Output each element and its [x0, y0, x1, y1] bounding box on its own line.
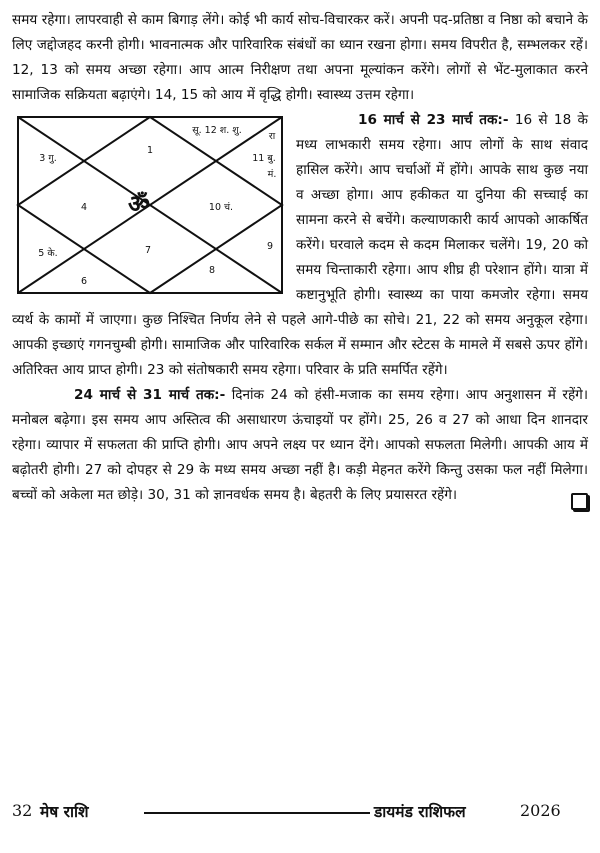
page-number: 32	[12, 801, 33, 820]
square-end-icon	[571, 493, 588, 510]
house-10-label: 10 चं.	[208, 202, 234, 213]
horoscope-chart	[12, 111, 288, 299]
paragraph-intro: समय रहेगा। लापरवाही से काम बिगाड़ लेंगे। कोई भी कार्य सोच-विचारकर करें। अपनी पद-प्रतिष्ठा व निष्ठा को बचाने के लिए जद्दोजहद करनी होगी। भावनात्मक और पारिवारिक संबंधों का ध्यान रखना होगा। समय विपरीत है, सम्भलकर रहें। 12, 13 को समय अच्छा रहेगा। आप आत्म निरीक्षण तथा अपना मूल्यांकन करेंगे। लोगों से भेंट-मुलाकात करने सामाजिक सक्रियता बढ़ाएंगे। 14, 15 को आय में वृद्धि होगी। स्वास्थ्य उत्तम रहेगा।	[12, 12, 588, 103]
section-heading-24-31-march: 24 मार्च से 31 मार्च तक:-	[74, 387, 226, 403]
house-6-label: 6	[80, 276, 88, 287]
book-year: 2026	[520, 801, 561, 820]
book-title: डायमंड राशिफल	[374, 803, 466, 821]
house-5-label: 5 के.	[38, 248, 58, 259]
page-footer	[12, 798, 588, 824]
house-7-label: 7	[144, 245, 152, 256]
page-body	[12, 8, 588, 508]
house-11-ra-label: रा	[268, 131, 276, 142]
house-11-label: 11 बु.	[252, 153, 276, 164]
section-body-16-23-march: 16 से 18 के मध्य लाभकारी समय रहेगा। आप लोगों के साथ संवाद हासिल करेंगे। आप चर्चाओं में होंगे। आपके साथ कुछ नया व अच्छा होगा। आप हकीकत या दुनिया की सच्चाई का सामना करने से बचेंगे। कल्याणकारी कार्य आपको आकर्षित करेंगे। घरवाले कदम से कदम मिलाकर चलेंगे। 19, 20 को समय चिन्ताकारी रहेगा। आप शीघ्र ही परेशान होंगे। यात्रा में कष्टानुभूति होगी। स्वास्थ्य का पाया कमजोर रहेगा। समय व्यर्थ के कामों में जाएगा। कुछ निश्चित निर्णय लेने से पहले आगे-पीछे का सोचे। 21, 22 को समय अनुकूल रहेगा। आपकी इच्छाएं गगनचुम्बी होगी। सामाजिक और पारिवारिक सर्कल में सम्मान और स्टेटस के मामले में सबसे ऊपर होंगे। अतिरिक्त आय प्राप्त होगी। 23 को संतोषकारी समय रहेगा। परिवार के प्रति समर्पित रहेंगे।	[12, 112, 588, 378]
house-11-ma-label: मं.	[267, 169, 277, 180]
paragraph-16-23-march	[12, 108, 588, 383]
section-body-24-31-march: दिनांक 24 को हंसी-मजाक का समय रहेगा। आप अनुशासन में रहेंगे। मनोबल बढ़ेगा। इस समय आप अस्तित्व की असाधारण ऊंचाइयों पर होंगे। 25, 26 व 27 को आधा दिन शानदार रहेगा। व्यापार में सफलता की प्राप्ति होगी। आप अपने लक्ष्य पर ध्यान देंगे। आपको सफलता मिलेगी। आपकी आय में बढ़ोतरी होगी। 27 को दोपहर से 29 के मध्य समय अच्छा नहीं है। कड़ी मेहनत करेंगे किन्तु उसका फल नहीं मिलेगा। बच्चों को अकेला मत छोड़े। 30, 31 को ज्ञानवर्धक समय है। बेहतरी के लिए प्रयासरत रहेंगे।	[12, 387, 588, 503]
footer-rule	[144, 812, 370, 814]
house-3-label: 3 गु.	[39, 153, 57, 164]
section-name: मेष राशि	[40, 803, 89, 821]
house-8-label: 8	[208, 265, 216, 276]
house-1-label: 1	[146, 145, 154, 156]
house-4-label: 4	[80, 202, 88, 213]
house-9-label: 9	[266, 241, 274, 252]
paragraph-24-31-march	[12, 383, 588, 508]
house-2-label: सू. 12 श. शु.	[192, 125, 242, 136]
om-symbol: ॐ	[128, 190, 150, 218]
section-heading-16-23-march: 16 मार्च से 23 मार्च तक:-	[358, 112, 509, 128]
